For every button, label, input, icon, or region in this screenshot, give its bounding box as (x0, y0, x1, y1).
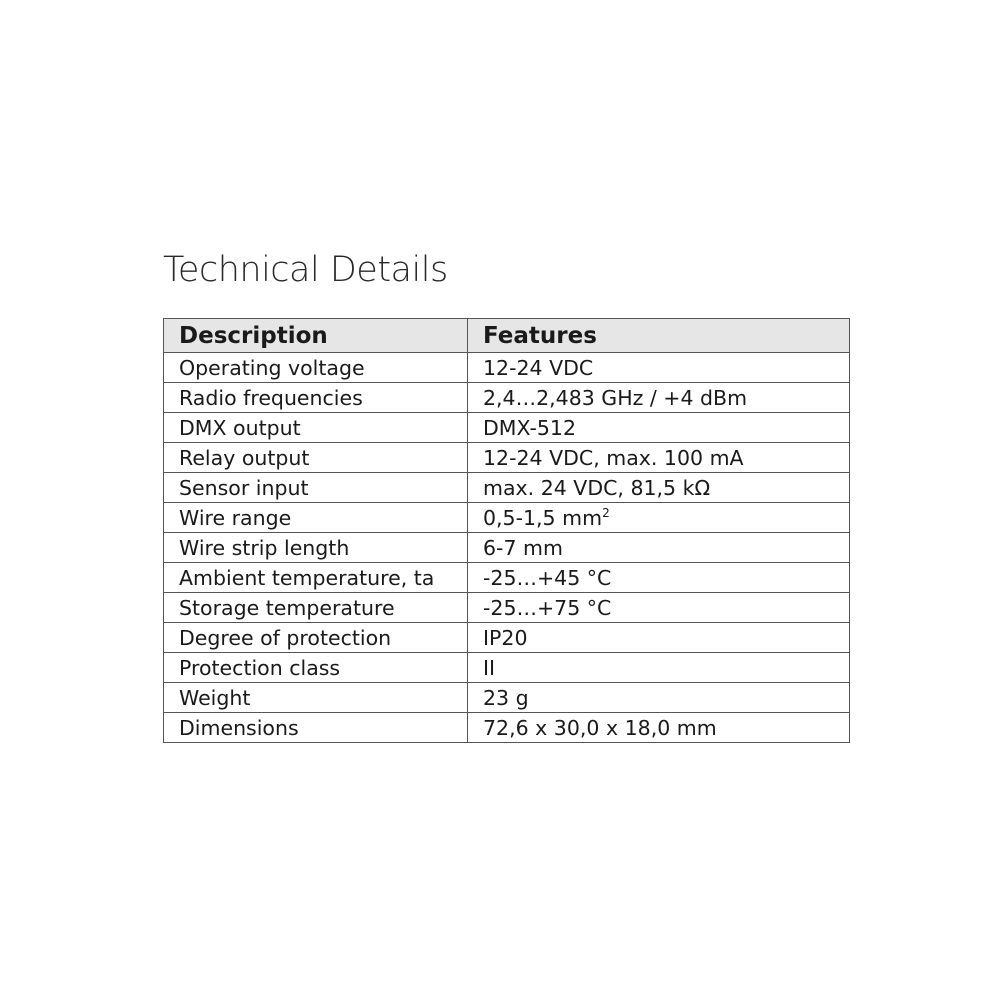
page-title: Technical Details (163, 250, 448, 290)
feature-value: 0,5-1,5 mm (483, 505, 603, 530)
feature-cell: 23 g (468, 683, 850, 713)
feature-cell: 72,6 x 30,0 x 18,0 mm (468, 713, 850, 743)
technical-details-table (163, 318, 850, 743)
description-cell: Sensor input (164, 473, 468, 503)
table-row (164, 593, 850, 623)
description-cell: Radio frequencies (164, 383, 468, 413)
feature-cell: II (468, 653, 850, 683)
description-cell: Degree of protection (164, 623, 468, 653)
table-header-row (164, 319, 850, 353)
table-row (164, 503, 850, 533)
table-row (164, 473, 850, 503)
description-cell: Storage temperature (164, 593, 468, 623)
description-cell: Relay output (164, 443, 468, 473)
table-row (164, 533, 850, 563)
column-header-features: Features (468, 319, 850, 353)
feature-cell (468, 503, 850, 533)
table-row (164, 383, 850, 413)
description-cell: Ambient temperature, ta (164, 563, 468, 593)
table-row (164, 653, 850, 683)
feature-cell: 12-24 VDC (468, 353, 850, 383)
feature-cell: DMX-512 (468, 413, 850, 443)
unit-exponent: 2 (602, 505, 610, 520)
feature-cell: max. 24 VDC, 81,5 kΩ (468, 473, 850, 503)
table-row (164, 713, 850, 743)
feature-cell: 6-7 mm (468, 533, 850, 563)
description-cell: Weight (164, 683, 468, 713)
table-row (164, 413, 850, 443)
feature-cell: IP20 (468, 623, 850, 653)
description-cell: Protection class (164, 653, 468, 683)
table-row (164, 623, 850, 653)
table-row (164, 563, 850, 593)
feature-cell: -25…+75 °C (468, 593, 850, 623)
table-row (164, 443, 850, 473)
description-cell: DMX output (164, 413, 468, 443)
feature-cell: -25…+45 °C (468, 563, 850, 593)
description-cell: Wire range (164, 503, 468, 533)
table-row (164, 353, 850, 383)
table-row (164, 683, 850, 713)
feature-cell: 12-24 VDC, max. 100 mA (468, 443, 850, 473)
description-cell: Operating voltage (164, 353, 468, 383)
description-cell: Dimensions (164, 713, 468, 743)
description-cell: Wire strip length (164, 533, 468, 563)
feature-cell: 2,4…2,483 GHz / +4 dBm (468, 383, 850, 413)
column-header-description: Description (164, 319, 468, 353)
